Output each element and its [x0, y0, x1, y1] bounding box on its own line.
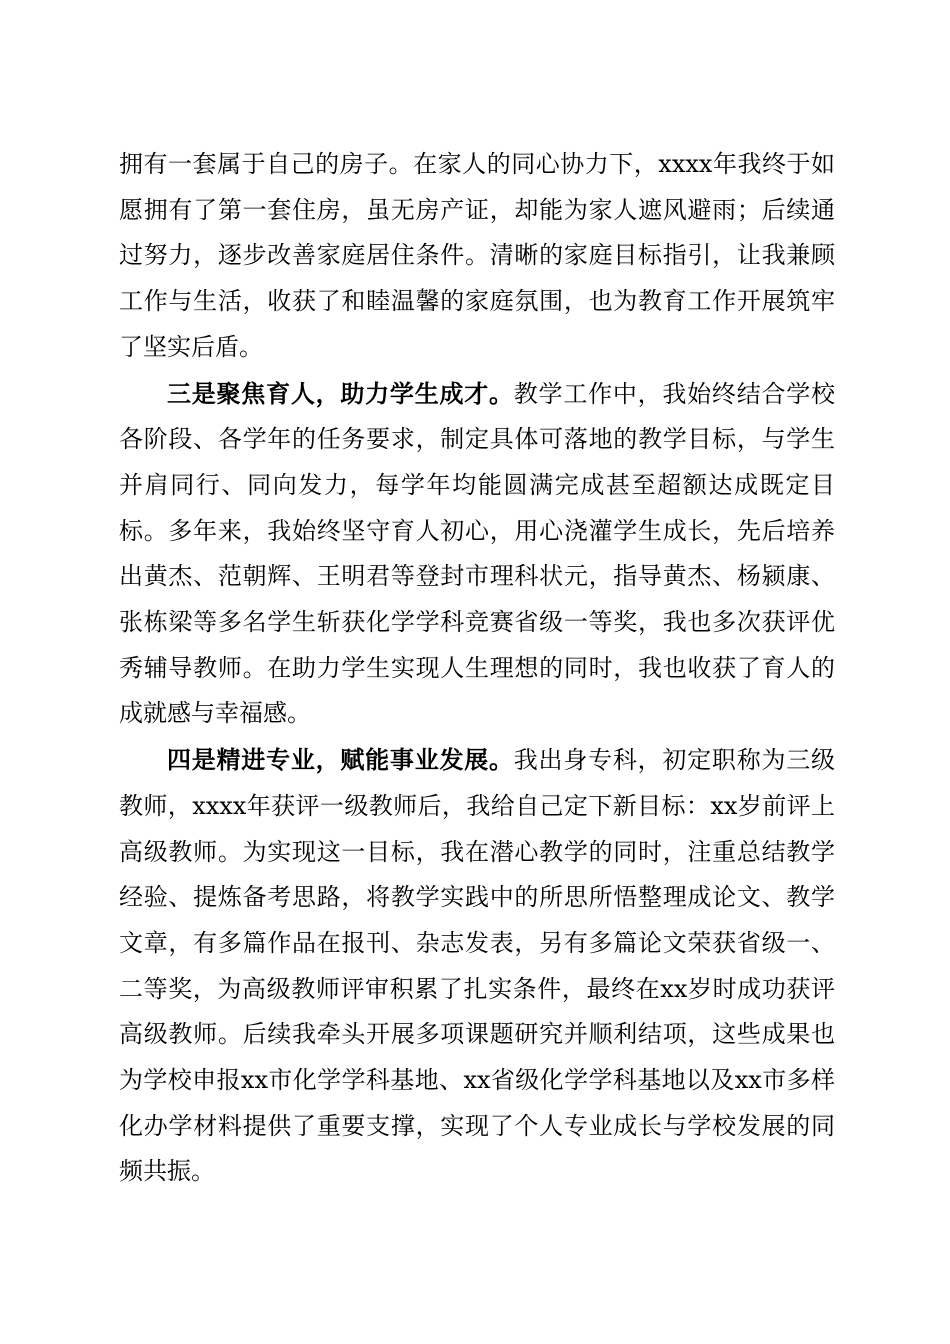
paragraph-professional-text: 我出身专科，初定职称为三级教师，xxxx年获评一级教师后，我给自己定下新目标：xx岁前评上高级教师。为实现这一目标，我在潜心教学的同时，注重总结教学经验、提炼备考思路，将教学实践中的所思所悟整理成论文、教学文章，有多篇作品在报刊、杂志发表，另有多篇论文荣获省级一、二等奖，为高级教师评审积累了扎实条件，最终在xx岁时成功获评高级教师。后续我牵头开展多项课题研究并顺利结项，这些成果也为学校申报xx市化学学科基地、xx省级化学学科基地以及xx市多样化办学材料提供了重要支撑，实现了个人专业成长与学校发展的同频共振。	[119, 746, 836, 1186]
paragraph-professional	[119, 737, 835, 1195]
document-body	[119, 142, 835, 1195]
paragraph-professional-heading: 四是精进专业，赋能事业发展。	[167, 745, 514, 775]
paragraph-education-text: 教学工作中，我始终结合学校各阶段、各学年的任务要求，制定具体可落地的教学目标，与学生并肩同行、同向发力，每学年均能圆满完成甚至超额达成既定目标。多年来，我始终坚守育人初心，用心浇灌学生成长，先后培养出黄杰、范朝辉、王明君等登封市理科状元，指导黄杰、杨颍康、张栋梁等多名学生斩获化学学科竞赛省级一等奖，我也多次获评优秀辅导教师。在助力学生实现人生理想的同时，我也收获了育人的成就感与幸福感。	[119, 379, 836, 728]
paragraph-housing	[119, 142, 835, 371]
paragraph-education-heading: 三是聚焦育人，助力学生成才。	[167, 378, 514, 408]
paragraph-education	[119, 371, 835, 738]
paragraph-housing-text: 拥有一套属于自己的房子。在家人的同心协力下，xxxx年我终于如愿拥有了第一套住房，虽无房产证，却能为家人遮风避雨；后续通过努力，逐步改善家庭居住条件。清晰的家庭目标指引，让我兼顾工作与生活，收获了和睦温馨的家庭氛围，也为教育工作开展筑牢了坚实后盾。	[119, 150, 835, 361]
